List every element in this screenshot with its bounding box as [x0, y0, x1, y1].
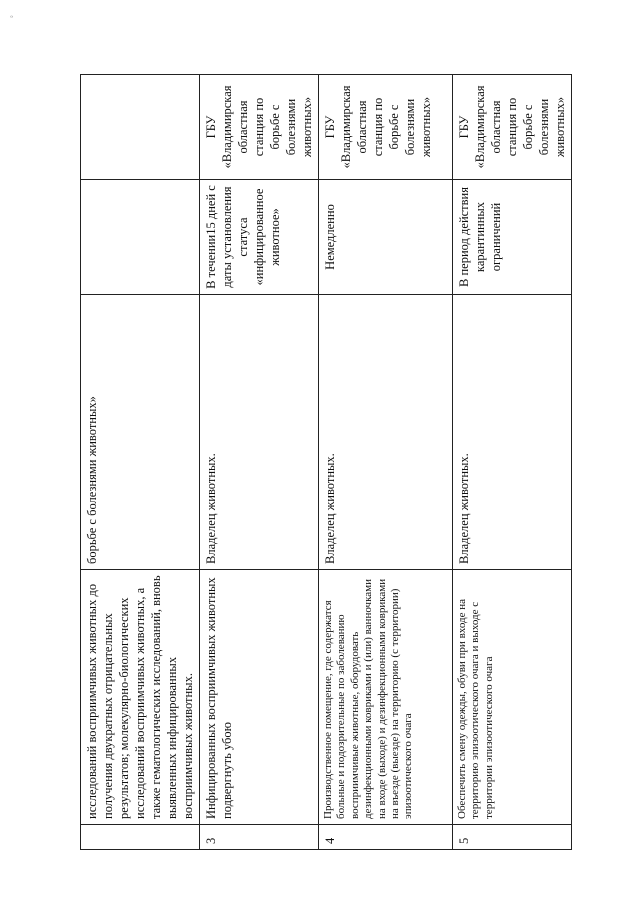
rotated-page [80, 80, 567, 850]
row-number: 3 [200, 825, 319, 850]
responsible-cell: Владелец животных. [453, 295, 572, 570]
row-number: 5 [453, 825, 572, 850]
row-number: 4 [319, 825, 453, 850]
deadline-cell: Немедленно [319, 180, 453, 295]
responsible-cell: борьбе с болезнями животных» [81, 295, 200, 570]
table-row [453, 75, 572, 850]
action-cell: Инфицированных восприимчивых животных подвергнуть убою [200, 570, 319, 825]
deadline-cell [81, 180, 200, 295]
deadline-cell: В период действия карантинных ограничений [453, 180, 572, 295]
action-cell: исследований восприимчивых животных до получения двукратных отрицательных результатов; молекулярно-биологических исследований восприимчивых животных, а также гематологических исследований, вновь выявленных инфицированных восприимчивых животных. [81, 570, 200, 825]
measures-table [80, 74, 572, 850]
table-row [200, 75, 319, 850]
executor-cell: ГБУ «Владимирская областная станция по борьбе с болезнями животных» [319, 75, 453, 180]
action-cell: Производственное помещение, где содержатся больные и подозрительные по заболеванию восприимчивые животные, оборудовать дезинфекционными ковриками и (или) ванночками на входе (выходе) и дезинфекционными ковриками на въезде (выезде) на территорию (с территории) эпизоотического очага [319, 570, 453, 825]
page-speck: ՞ [10, 16, 13, 24]
table-row [81, 75, 200, 850]
executor-cell: ГБУ «Владимирская областная станция по борьбе с болезнями животных» [453, 75, 572, 180]
table-row [319, 75, 453, 850]
executor-cell: ГБУ «Владимирская областная станция по борьбе с болезнями животных» [200, 75, 319, 180]
responsible-cell: Владелец животных. [200, 295, 319, 570]
action-cell: Обеспечить смену одежды, обуви при входе на территорию эпизоотического очага и выходе с территории эпизоотического очага [453, 570, 572, 825]
row-number [81, 825, 200, 850]
responsible-cell: Владелец животных. [319, 295, 453, 570]
executor-cell [81, 75, 200, 180]
deadline-cell: В течении15 дней с даты установления статуса «инфицированное животное» [200, 180, 319, 295]
